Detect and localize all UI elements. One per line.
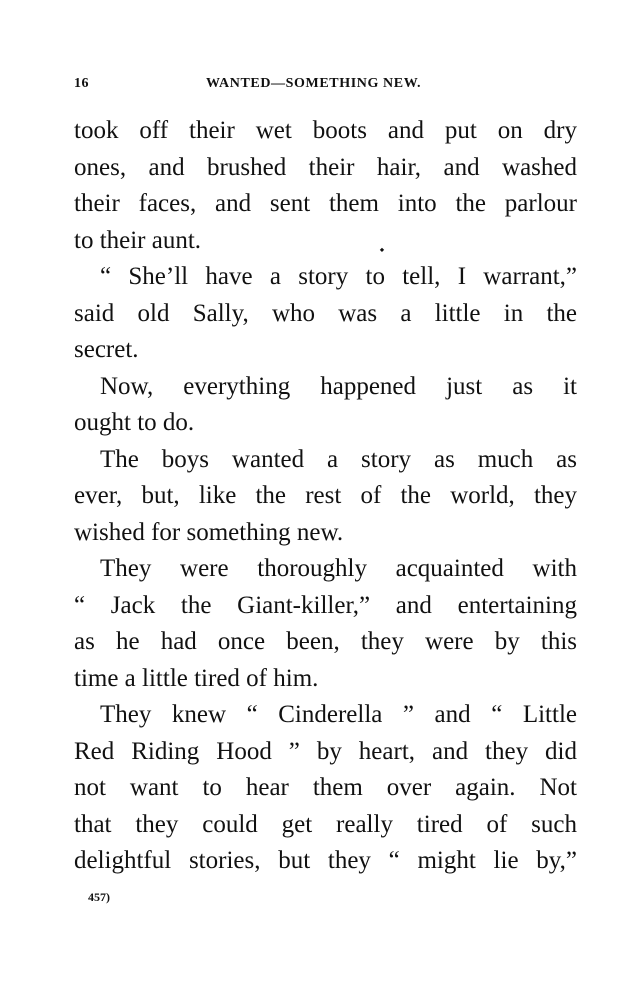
stray-ink-mark: ⬩ bbox=[380, 244, 384, 256]
text-line: took off their wet boots and put on dry bbox=[74, 117, 577, 144]
signature-mark: 457) bbox=[88, 890, 110, 904]
running-title: WANTED—SOMETHING NEW. bbox=[206, 76, 422, 91]
text-line: their faces, and sent them into the parlour bbox=[74, 190, 577, 217]
text-line: wished for something new. bbox=[74, 518, 344, 546]
text-line: to their aunt. bbox=[74, 226, 202, 254]
text-line: delightful stories, but they “ might lie by,” bbox=[74, 847, 577, 874]
page-number: 16 bbox=[74, 76, 89, 91]
text-line: ever, but, like the rest of the world, they bbox=[74, 482, 577, 509]
text-line: said old Sally, who was a little in the bbox=[74, 299, 577, 327]
text-line: They were thoroughly acquainted with bbox=[100, 555, 577, 582]
running-head bbox=[74, 76, 574, 94]
text-line: as he had once been, they were by this bbox=[74, 628, 577, 655]
text-line: They knew “ Cinderella ” and “ Little bbox=[100, 701, 577, 728]
text-line: “ She’ll have a story to tell, I warrant,” bbox=[100, 263, 577, 290]
text-line: ought to do. bbox=[74, 409, 195, 436]
text-line: secret. bbox=[74, 336, 139, 363]
text-line: The boys wanted a story as much as bbox=[100, 445, 577, 473]
text-line: time a little tired of him. bbox=[74, 664, 319, 692]
text-line: Red Riding Hood ” by heart, and they did bbox=[74, 737, 577, 765]
body-text bbox=[74, 113, 577, 880]
text-line: ones, and brushed their hair, and washed bbox=[74, 153, 577, 181]
text-line: not want to hear them over again. Not bbox=[74, 774, 577, 801]
text-line: that they could get really tired of such bbox=[74, 810, 577, 838]
text-line: Now, everything happened just as it bbox=[100, 372, 577, 400]
text-line: “ Jack the Giant-killer,” and entertaining bbox=[74, 591, 577, 619]
